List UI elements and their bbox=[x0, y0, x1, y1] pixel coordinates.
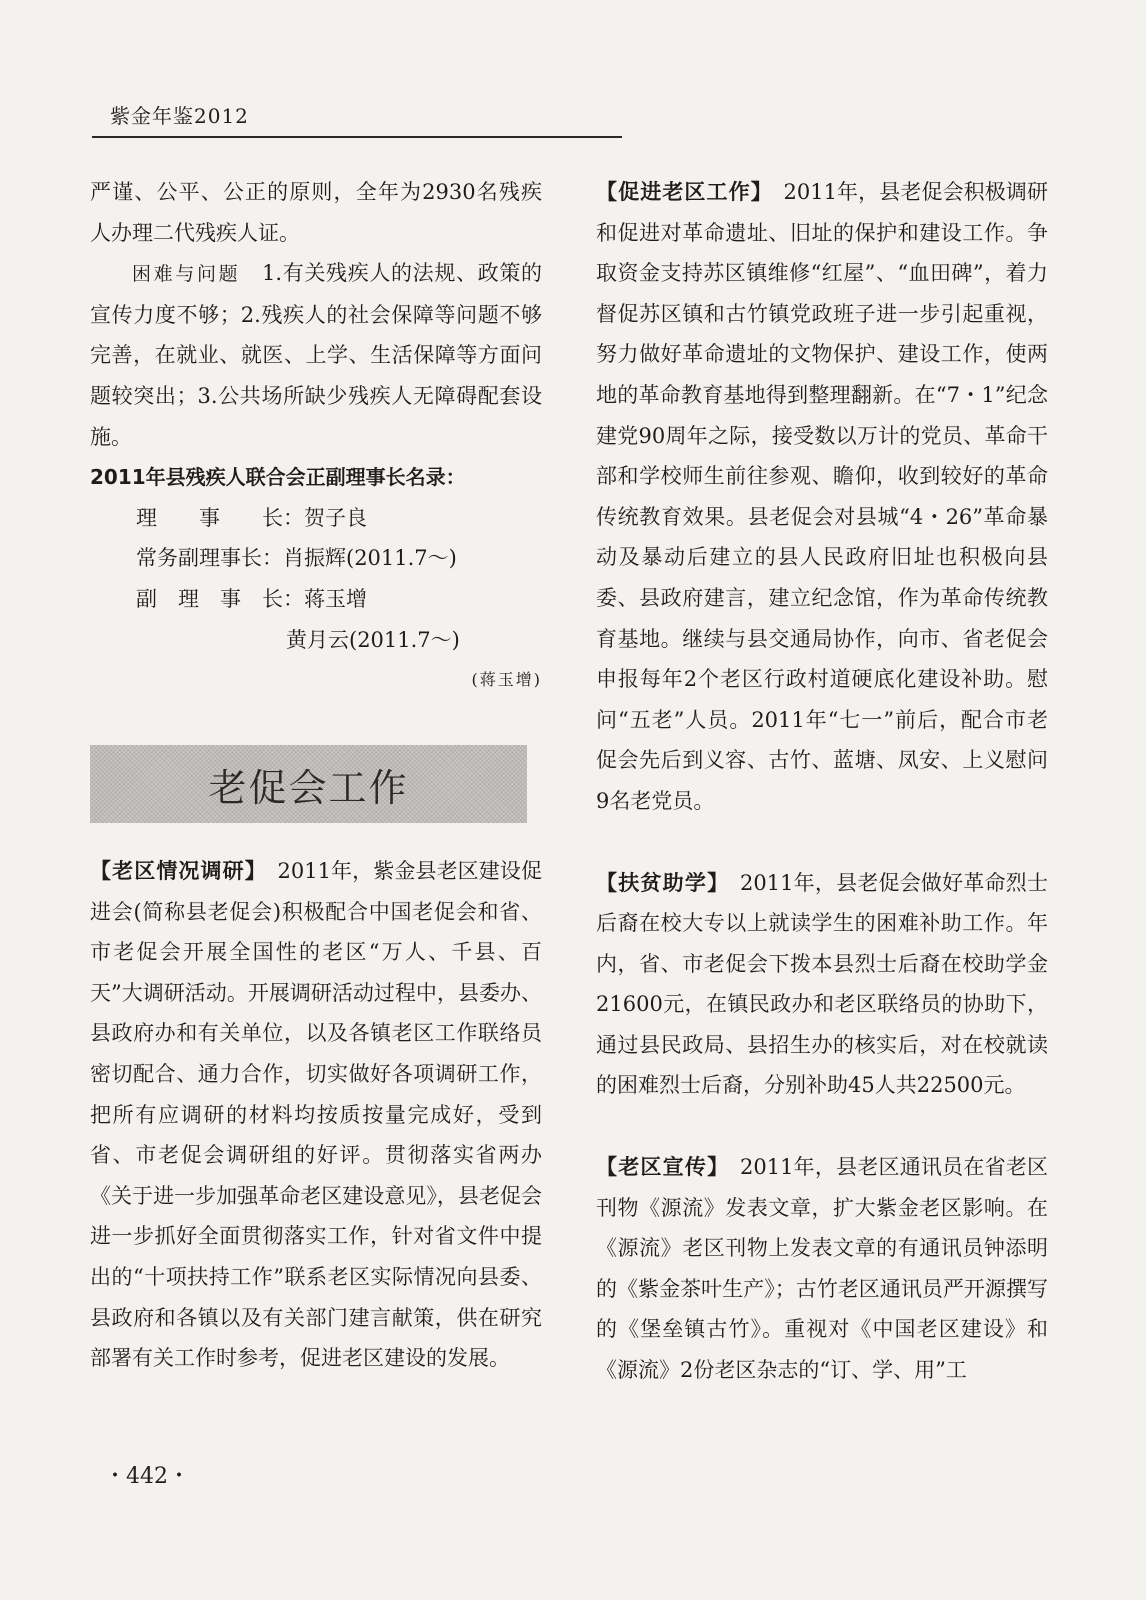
paragraph-difficulties bbox=[90, 253, 542, 457]
article-heading: 【老区宣传】 bbox=[596, 1155, 719, 1180]
roster-executive-vice: 常务副理事长：肖振辉(2011.7～) bbox=[136, 546, 457, 571]
roster-title: 2011年县残疾人联合会正副理事长名录： bbox=[90, 465, 466, 490]
article-text: 2011年，紫金县老区建设促进会(简称县老促会)积极配合中国老促会和省、市老促会开展全国性的老区“万人、千县、百天”大调研活动。开展调研活动过程中，县委办、县政府办和有关单位，以及各镇老区工作联络员密切配合、通力合作，切实做好各项调研工作，把所有应调研的材料均按质按量完成好，受到省、市老促会调研组的好评。贯彻落实省两办《关于进一步加强革命老区建设意见》，县老促会进一步抓好全面贯彻落实工作，针对省文件中提出的“十项扶持工作”联系老区实际情况向县委、县政府和各镇以及有关部门建言献策，供在研究部署有关工作时参考，促进老区建设的发展。 bbox=[90, 859, 543, 1371]
article-text: 2011年，县老区通讯员在省老区刊物《源流》发表文章，扩大紫金老区影响。在《源流》老区刊物上发表文章的有通讯员钟添明的《紫金茶叶生产》；古竹老区通讯员严开源撰写的《堡垒镇古竹》。重视对《中国老区建设》和《源流》2份老区杂志的“订、学、用”工 bbox=[596, 1155, 1048, 1383]
left-column-bottom bbox=[90, 851, 542, 1379]
article-text: 2011年，县老促会做好革命烈士后裔在校大专以上就读学生的困难补助工作。年内，省、市老促会下拨本县烈士后裔在校助学金21600元，在镇民政办和老区联络员的协助下，通过县民政局、县招生办的核实后，对在校就读的困难烈士后裔，分别补助45人共22500元。 bbox=[596, 870, 1048, 1098]
difficulties-label: 困难与问题 bbox=[132, 263, 241, 286]
author-byline: (蒋玉增) bbox=[471, 670, 542, 690]
right-column bbox=[596, 172, 1048, 1391]
page-number: ・442・ bbox=[104, 1464, 190, 1489]
article-heading: 【老区情况调研】 bbox=[90, 859, 257, 883]
article-text: 2011年，县老促会积极调研和促进对革命遗址、旧址的保护和建设工作。争取资金支持苏区镇维修“红屋”、“血田碑”，着力督促苏区镇和古竹镇党政班子进一步引起重视，努力做好革命遗址的文物保护、建设工作，使两地的革命教育基地得到整理翻新。在“7・1”纪念建党90周年之际，接受数以万计的党员、革命干部和学校师生前往参观、瞻仰，收到较好的革命传统教育效果。县老促会对县城“4・26”革命暴动及暴动后建立的县人民政府旧址也积极向县委、县政府建言，建立纪念馆，作为革命传统教育基地。继续与县交通局协作，向市、省老促会申报每年2个老区行政村道硬底化建设补助。慰问“五老”人员。2011年“七一”前后，配合市老促会先后到义容、古竹、蓝塘、凤安、上义慰问9名老党员。 bbox=[596, 180, 1049, 813]
article-heading: 【促进老区工作】 bbox=[596, 180, 763, 204]
spacer bbox=[596, 822, 1048, 863]
section-title: 老促会工作 bbox=[208, 765, 409, 810]
running-title: 紫金年鉴2012 bbox=[110, 104, 249, 128]
section-banner bbox=[90, 745, 527, 823]
page-header bbox=[92, 100, 622, 129]
spacer bbox=[596, 1106, 1048, 1147]
roster-vice-2: 黄月云(2011.7～) bbox=[286, 627, 460, 652]
header-rule bbox=[92, 136, 622, 138]
article-publicity bbox=[596, 1147, 1048, 1391]
paragraph-continued: 严谨、公平、公正的原则，全年为2930名残疾人办理二代残疾人证。 bbox=[90, 180, 542, 245]
left-column-top bbox=[90, 172, 542, 701]
article-research bbox=[90, 851, 542, 1379]
difficulties-text: 1.有关残疾人的法规、政策的宣传力度不够；2.残疾人的社会保障等问题不够完善，在就业、就医、上学、生活保障等方面问题较突出；3.公共场所缺少残疾人无障碍配套设施。 bbox=[90, 261, 542, 449]
roster-vice: 副 理 事 长：蒋玉增 bbox=[136, 586, 367, 611]
roster-chairman: 理 事 长：贺子良 bbox=[136, 505, 367, 530]
article-promote bbox=[596, 172, 1048, 822]
article-poverty-aid bbox=[596, 863, 1048, 1107]
article-heading: 【扶贫助学】 bbox=[596, 870, 719, 895]
